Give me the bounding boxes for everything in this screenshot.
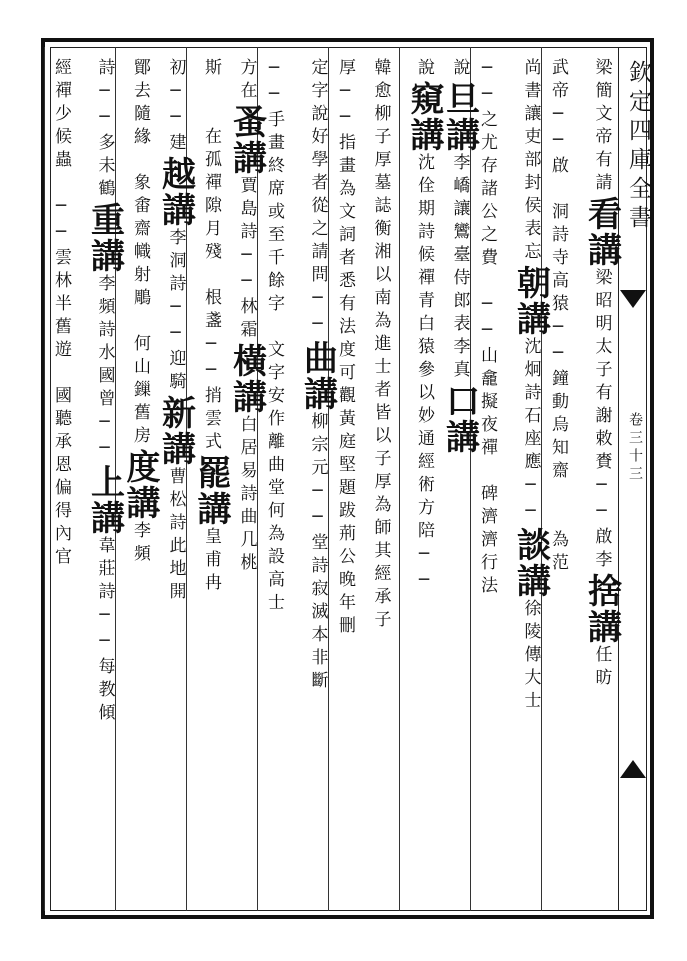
- text-column: [297, 58, 338, 694]
- entry-heading: 講: [439, 419, 480, 455]
- fishtail-ornament-top: [620, 290, 646, 308]
- entry-heading: 度: [120, 449, 160, 485]
- entry-heading: 講: [191, 491, 231, 527]
- entry-text: 韓愈柳子厚墓誌衡湘以南為進士者皆以子厚為師其經承子: [370, 58, 391, 633]
- entry-text: 沈炯詩石座應──: [520, 337, 541, 527]
- entry-heading: 旦: [439, 81, 480, 117]
- text-column: [439, 58, 480, 455]
- entry-text: ──手畫終席或至千餘字 文字安作離曲堂何為設高士: [264, 58, 284, 616]
- entry-heading: 講: [120, 485, 160, 521]
- entry-heading: 越: [155, 156, 196, 192]
- entry-text: 沈佺期詩候禪青: [414, 153, 434, 314]
- text-column: [372, 58, 389, 633]
- entry-text: 皇甫冉: [201, 527, 221, 596]
- entry-text: 梁簡文帝有請: [591, 58, 612, 196]
- column-rule: [44, 47, 45, 911]
- entry-text: 武帝──啟 洞詩寺高猿──鐘動烏知齋 為范: [548, 58, 568, 576]
- entry-text: 任昉: [591, 645, 612, 691]
- entry-text: 李洞詩──迎騎: [165, 228, 186, 395]
- entry-heading: 講: [226, 140, 267, 176]
- entry-heading: 捨: [581, 573, 622, 609]
- entry-text: 李嶠讓鸞臺侍郎表李真: [449, 153, 470, 383]
- entry-heading: 窺: [404, 81, 444, 117]
- book-title: 欽定四庫全書: [625, 60, 651, 234]
- entry-text: 方在: [236, 58, 257, 104]
- entry-text: 徐陵傳大士: [520, 599, 541, 714]
- entry-text: 梁昭明太子有謝敕賚──啟李: [591, 268, 612, 573]
- entry-text: 曹松詩此地開: [165, 467, 186, 605]
- entry-text: 斯 在孤禪隙月殘 根盞──捎雲式: [201, 58, 221, 455]
- text-column: [404, 58, 444, 596]
- entry-heading: 講: [84, 500, 125, 536]
- column-rule: [399, 47, 400, 911]
- text-column: [336, 58, 353, 639]
- entry-text: 以妙通經術方陪──: [414, 383, 434, 596]
- entry-text: ──之尤存諸公之費 ──山龕擬夜禪 碑濟濟行法: [477, 58, 497, 599]
- entry-text: 白猿參: [414, 314, 434, 383]
- entry-heading: 談: [510, 527, 551, 563]
- entry-text: 經禪少候蟲 ──雲林半舊遊 國聽承恩偏得內官: [51, 58, 71, 570]
- entry-text: 韋莊詩──每教傾: [94, 536, 115, 726]
- text-column: [226, 58, 267, 576]
- entry-text: 尚書讓吏部封侯表忘: [520, 58, 541, 265]
- entry-text: 初──: [165, 58, 186, 133]
- entry-heading: 講: [226, 379, 267, 415]
- text-column: [191, 58, 231, 596]
- fishtail-ornament-bottom: [620, 760, 646, 778]
- text-column: [265, 58, 282, 616]
- entry-text: 李頻詩水國曾──: [94, 274, 115, 464]
- entry-text: 賈島詩──林霜: [236, 176, 257, 343]
- text-column: [155, 58, 196, 605]
- entry-heading: 新: [155, 395, 196, 431]
- entry-heading: 朝: [510, 265, 551, 301]
- entry-heading: 曲: [297, 340, 338, 376]
- entry-heading: 講: [510, 301, 551, 337]
- volume-number: 卷三十三: [627, 412, 643, 484]
- entry-text: 建: [165, 133, 186, 156]
- entry-text: 鄮去隨緣 象畬齋幟射鵰 何山鏁舊房: [130, 58, 150, 449]
- entry-heading: 講: [404, 117, 444, 153]
- entry-heading: 重: [84, 202, 125, 238]
- text-column: [52, 58, 69, 570]
- entry-heading: 講: [581, 609, 622, 645]
- entry-text: 白居易詩曲几桃: [236, 415, 257, 576]
- entry-text: 說: [449, 58, 470, 81]
- entry-heading: 口: [439, 383, 480, 419]
- entry-heading: 上: [84, 464, 125, 500]
- entry-heading: 蚤: [226, 104, 267, 140]
- entry-heading: 看: [581, 196, 622, 232]
- text-column: [581, 58, 622, 691]
- text-column: [549, 58, 566, 576]
- text-column: [510, 58, 551, 714]
- entry-text: 定字說好學者從之請問──: [307, 58, 328, 340]
- entry-heading: 講: [439, 117, 480, 153]
- entry-text: 李頻: [130, 521, 150, 567]
- entry-heading: 講: [510, 563, 551, 599]
- entry-heading: 講: [84, 238, 125, 274]
- entry-heading: 罷: [191, 455, 231, 491]
- entry-heading: 講: [155, 431, 196, 467]
- text-column: [478, 58, 495, 599]
- entry-heading: 講: [155, 192, 196, 228]
- text-column: [120, 58, 160, 567]
- text-column: [84, 58, 125, 726]
- entry-text: 說: [414, 58, 434, 81]
- entry-text: 柳宗元──堂詩寂滅本非斷: [307, 412, 328, 694]
- entry-heading: 橫: [226, 343, 267, 379]
- entry-heading: 講: [581, 232, 622, 268]
- entry-heading: 講: [297, 376, 338, 412]
- entry-text: 詩──多未鶴: [94, 58, 115, 202]
- entry-text: 厚──指畫為文詞者悉有法度可觀黃庭堅題跋荊公晚年刪: [335, 58, 355, 639]
